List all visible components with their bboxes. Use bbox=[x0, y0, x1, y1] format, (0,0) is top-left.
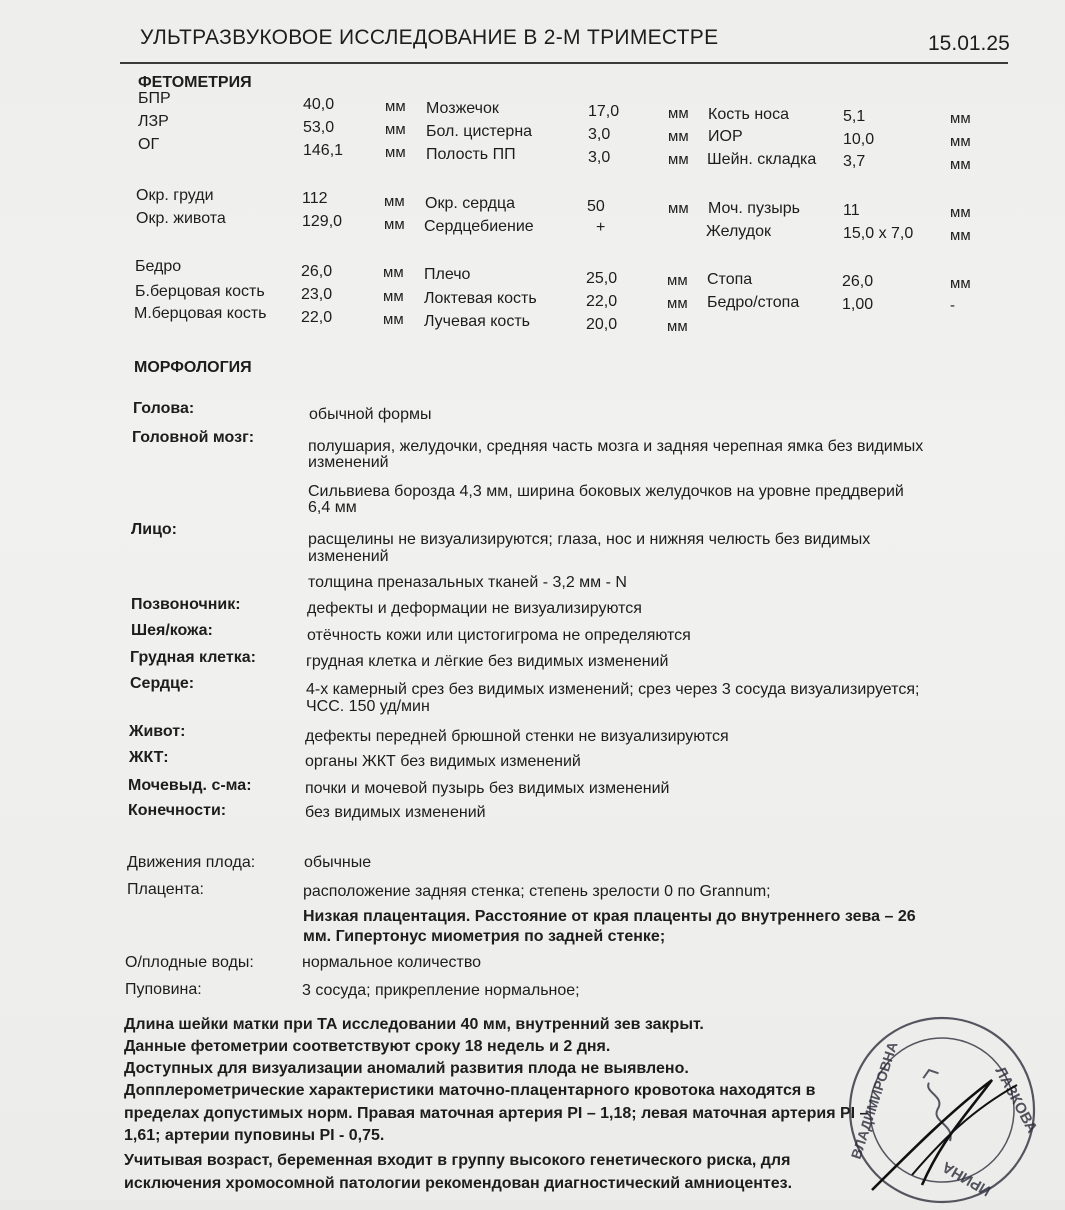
fetometry-value: 50 bbox=[587, 198, 605, 215]
morphology-heading: МОРФОЛОГИЯ bbox=[134, 359, 252, 376]
fetometry-value: 23,0 bbox=[301, 286, 333, 303]
morph-text: расщелины не визуализируются; глаза, нос и нижняя челюсть без видимых bbox=[308, 531, 871, 548]
fetometry-value: 112 bbox=[302, 190, 328, 207]
fetometry-label: ЛЗР bbox=[138, 113, 169, 130]
fetometry-unit: мм bbox=[385, 121, 406, 138]
extra-text: обычные bbox=[304, 854, 372, 871]
morph-text: 6,4 мм bbox=[308, 499, 357, 516]
conclusion-line: 1,61; артерии пуповины PI - 0,75. bbox=[124, 1127, 385, 1144]
fetometry-value: 15,0 х 7,0 bbox=[843, 225, 914, 242]
stamp-text-right: ЛАЗКОВА bbox=[991, 1063, 1041, 1136]
placenta-warning: мм. Гипертонус миометрия по задней стенке; bbox=[303, 928, 666, 945]
fetometry-label: ИОР bbox=[708, 128, 743, 145]
fetometry-value: 20,0 bbox=[586, 316, 618, 333]
fetometry-unit: мм bbox=[950, 227, 971, 244]
fetometry-value: 25,0 bbox=[586, 270, 618, 287]
doctor-stamp bbox=[842, 1010, 1042, 1210]
fetometry-unit: мм bbox=[668, 200, 689, 217]
fetometry-value: 53,0 bbox=[303, 119, 335, 136]
fetometry-label: Окр. сердца bbox=[425, 195, 516, 212]
extra-text: нормальное количество bbox=[302, 954, 482, 971]
placenta-warning: Низкая плацентация. Расстояние от края плаценты до внутреннего зева – 26 bbox=[303, 908, 916, 925]
conclusion-line: Длина шейки матки при ТА исследовании 40 мм, внутренний зев закрыт. bbox=[124, 1016, 704, 1033]
fetometry-unit: мм bbox=[383, 288, 404, 305]
morph-text: ЧСС. 150 уд/мин bbox=[306, 698, 430, 715]
morph-label: Шея/кожа: bbox=[131, 622, 213, 639]
fetometry-unit: мм bbox=[950, 204, 971, 221]
fetometry-unit: - bbox=[950, 297, 955, 314]
morph-text: изменений bbox=[308, 454, 389, 471]
fetometry-label: Шейн. складка bbox=[707, 151, 817, 168]
fetometry-unit: мм bbox=[385, 98, 406, 115]
morph-label: Мочевыд. с-ма: bbox=[128, 777, 252, 794]
morph-text: органы ЖКТ без видимых изменений bbox=[305, 753, 581, 770]
fetometry-value: 17,0 bbox=[588, 103, 620, 120]
fetometry-unit: мм bbox=[667, 272, 688, 289]
fetometry-label: Мозжечок bbox=[426, 100, 499, 117]
fetometry-label: Полость ПП bbox=[426, 146, 516, 163]
fetometry-unit: мм bbox=[667, 295, 688, 312]
conclusion-line: исключения хромосомной патологии рекомендован диагностический амниоцентез. bbox=[124, 1175, 793, 1192]
fetometry-unit: мм bbox=[668, 128, 689, 145]
fetometry-unit: мм bbox=[950, 275, 971, 292]
fetometry-value: 40,0 bbox=[303, 96, 335, 113]
fetometry-value: 3,0 bbox=[588, 126, 611, 143]
stamp-text-left: ВЛАДИМИРОВНА bbox=[847, 1039, 901, 1161]
fetometry-value: 146,1 bbox=[303, 142, 344, 159]
conclusion-line: Данные фетометрии соответствуют сроку 18 недель и 2 дня. bbox=[124, 1038, 611, 1055]
conclusion-line: Учитывая возраст, беременная входит в группу высокого генетического риска, для bbox=[124, 1152, 791, 1169]
fetometry-label: Б.берцовая кость bbox=[135, 283, 265, 300]
extra-label: О/плодные воды: bbox=[125, 954, 254, 971]
fetometry-label: Бедро/стопа bbox=[707, 294, 800, 311]
fetometry-label: Лучевая кость bbox=[424, 313, 530, 330]
fetometry-unit: мм bbox=[383, 311, 404, 328]
fetometry-unit: мм bbox=[384, 193, 405, 210]
fetometry-label: Бол. цистерна bbox=[426, 123, 533, 140]
fetometry-label: БПР bbox=[138, 90, 171, 107]
morph-label: Лицо: bbox=[131, 521, 177, 538]
fetometry-unit: мм bbox=[668, 151, 689, 168]
morph-text: дефекты передней брюшной стенки не визуализируются bbox=[305, 728, 729, 745]
conclusion-line: пределах допустимых норм. Правая маточная артерия PI – 1,18; левая маточная артерия PI – bbox=[124, 1105, 869, 1122]
morph-label: Живот: bbox=[129, 723, 186, 740]
fetometry-unit: мм bbox=[950, 133, 971, 150]
fetometry-unit: мм bbox=[667, 318, 688, 335]
document-date: 15.01.25 bbox=[928, 32, 1010, 55]
morph-label: ЖКТ: bbox=[129, 749, 169, 766]
fetometry-value: 11 bbox=[843, 202, 860, 219]
morph-text: почки и мочевой пузырь без видимых изменений bbox=[305, 780, 670, 797]
fetometry-value: 26,0 bbox=[842, 273, 874, 290]
fetometry-label: М.берцовая кость bbox=[134, 305, 267, 322]
fetometry-value: 3,7 bbox=[843, 153, 866, 170]
fetometry-heading: ФЕТОМЕТРИЯ bbox=[138, 74, 252, 91]
fetometry-value: 10,0 bbox=[843, 131, 875, 148]
fetometry-value: 26,0 bbox=[301, 263, 333, 280]
conclusion-line: Доступных для визуализации аномалий развития плода не выявлено. bbox=[124, 1060, 689, 1077]
morph-text: грудная клетка и лёгкие без видимых изменений bbox=[306, 653, 669, 670]
fetometry-label: Желудок bbox=[706, 223, 771, 240]
fetometry-value: 22,0 bbox=[301, 309, 333, 326]
morph-text: обычной формы bbox=[309, 406, 432, 423]
fetometry-unit: мм bbox=[385, 144, 406, 161]
morph-label: Сердце: bbox=[130, 675, 195, 692]
morph-text: изменений bbox=[308, 548, 389, 565]
fetometry-value: 3,0 bbox=[588, 149, 611, 166]
morph-label: Головной мозг: bbox=[132, 429, 255, 446]
conclusion-line: Допплерометрические характеристики маточно-плацентарного кровотока находятся в bbox=[124, 1082, 816, 1099]
fetometry-unit: мм bbox=[950, 156, 971, 173]
morph-text: полушария, желудочки, средняя часть мозга и задняя черепная ямка без видимых bbox=[308, 438, 924, 455]
fetometry-unit: мм bbox=[950, 110, 971, 127]
fetometry-value: + bbox=[596, 219, 606, 236]
fetometry-value: 1,00 bbox=[842, 296, 874, 313]
document-title: УЛЬТРАЗВУКОВОЕ ИССЛЕДОВАНИЕ В 2-М ТРИМЕСТРЕ bbox=[140, 26, 719, 49]
extra-label: Пуповина: bbox=[125, 981, 202, 998]
fetometry-label: Моч. пузырь bbox=[708, 200, 801, 217]
morph-label: Позвоночник: bbox=[131, 596, 241, 613]
fetometry-label: Окр. живота bbox=[136, 210, 226, 227]
morph-text: Сильвиева борозда 4,3 мм, ширина боковых желудочков на уровне преддверий bbox=[308, 483, 904, 500]
fetometry-unit: мм bbox=[383, 264, 404, 281]
fetometry-label: Плечо bbox=[424, 266, 471, 283]
morph-text: отёчность кожи или цистогигрома не определяются bbox=[307, 627, 691, 644]
extra-label: Плацента: bbox=[127, 881, 204, 898]
fetometry-label: Кость носа bbox=[708, 106, 789, 123]
stamp-emblem-top bbox=[921, 1068, 938, 1079]
fetometry-label: Локтевая кость bbox=[424, 290, 537, 307]
signature-stroke bbox=[912, 1085, 1017, 1175]
morph-label: Грудная клетка: bbox=[130, 649, 256, 666]
fetometry-value: 22,0 bbox=[586, 293, 618, 310]
morph-label: Голова: bbox=[133, 400, 195, 417]
fetometry-label: Стопа bbox=[707, 271, 753, 288]
extra-label: Движения плода: bbox=[127, 854, 256, 871]
morph-text: толщина преназальных тканей - 3,2 мм - N bbox=[308, 574, 627, 591]
header-divider bbox=[120, 62, 1008, 64]
fetometry-value: 129,0 bbox=[302, 213, 343, 230]
extra-text: расположение задняя стенка; степень зрелости 0 по Grannum; bbox=[303, 883, 771, 900]
stamp-text-bottom: ИРИНА bbox=[939, 1157, 994, 1200]
morph-label: Конечности: bbox=[128, 802, 227, 819]
fetometry-unit: мм bbox=[668, 105, 689, 122]
fetometry-label: Сердцебиение bbox=[424, 218, 534, 235]
morph-text: 4-х камерный срез без видимых изменений; срез через 3 сосуда визуализируется; bbox=[306, 681, 920, 698]
fetometry-label: Окр. груди bbox=[136, 187, 214, 204]
fetometry-label: Бедро bbox=[135, 258, 182, 275]
morph-text: дефекты и деформации не визуализируются bbox=[307, 600, 642, 617]
extra-text: 3 сосуда; прикрепление нормальное; bbox=[302, 982, 580, 999]
fetometry-unit: мм bbox=[384, 216, 405, 233]
fetometry-label: ОГ bbox=[138, 136, 160, 153]
fetometry-value: 5,1 bbox=[843, 108, 866, 125]
morph-text: без видимых изменений bbox=[305, 804, 486, 821]
